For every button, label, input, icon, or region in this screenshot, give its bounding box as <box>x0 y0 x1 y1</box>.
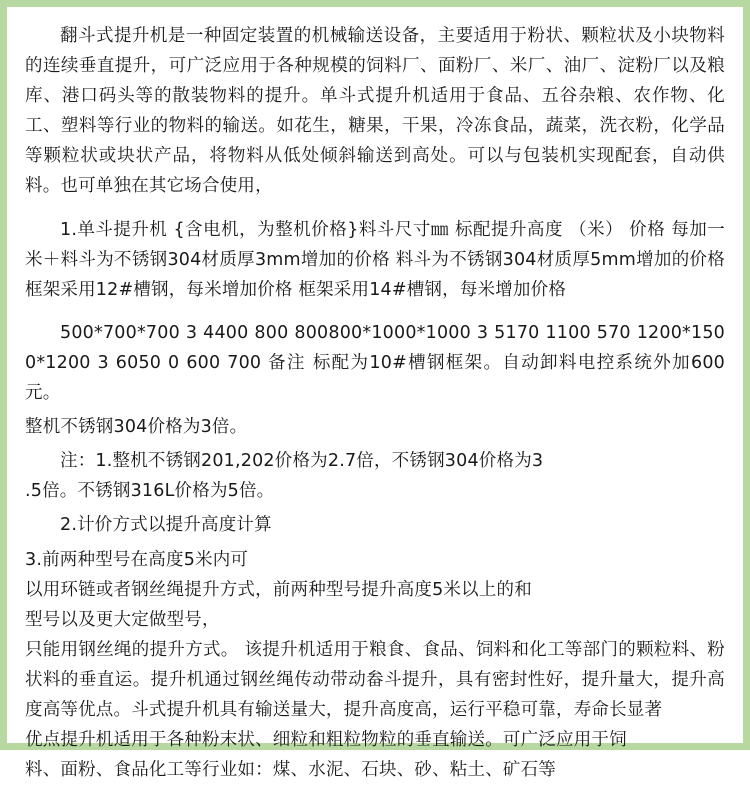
paragraph-spec-header: 1.单斗提升机 {含电机，为整机价格}料斗尺寸㎜ 标配提升高度 （米） 价格 每加一米＋料斗为不锈钢304材质厚3mm增加的价格 料斗为不锈钢304材质厚5mm增加的价格 框架采用12#槽钢，每米增加价格 框架采用14#槽钢，每米增加价格 <box>25 219 725 300</box>
document-body <box>7 7 743 791</box>
paragraph-note-1b: .5倍。不锈钢316L价格为5倍。 <box>25 481 275 502</box>
paragraph-note-4: 以用环链或者钢丝绳提升方式，前两种型号提升高度5米以上的和 <box>25 579 532 600</box>
paragraph-intro: 翻斗式提升机是一种固定装置的机械输送设备，主要适用于粉状、颗粒状及小块物料的连续垂直提升，可广泛应用于各种规模的饲料厂、面粉厂、米厂、油厂、淀粉厂以及粮库、港口码头等的散装物料的提升。单斗式提升机适用于食品、五谷杂粮、农作物、化工、塑料等行业的物料的输送。如花生，糖果，干果，冷冻食品，蔬菜，洗衣粉，化学品等颗粒状或块状产品，将物料从低处倾斜输送到高处。可以与包装机实现配套，自动供料。也可单独在其它场合使用， <box>25 26 725 197</box>
paragraph-note-1: 注：1.整机不锈钢201,202价格为2.7倍，不锈钢304价格为3 <box>60 451 544 472</box>
paragraph-note-2: 2.计价方式以提升高度计算 <box>60 515 272 536</box>
paragraph-spec-values: 500*700*700 3 4400 800 800800*1000*1000 3 5170 1100 570 1200*1500*1200 3 6050 0 600 700 备注 标配为10#槽钢框架。自动卸料电控系统外加600元。 <box>25 322 725 404</box>
paragraph-note-7: 优点提升机适用于各种粉末状、细粒和粗粒物粒的垂直输送。可广泛应用于饲 <box>25 730 627 751</box>
paragraph-note-3: 3.前两种型号在高度5米内可 <box>25 549 249 570</box>
paragraph-note-6: 只能用钢丝绳的提升方式。 该提升机适用于粮食、食品、饲料和化工等部门的颗粒料、粉状料的垂直运。提升机通过钢丝绳传动带动畚斗提升，具有密封性好，提升量大，提升高度高等优点。斗式提升机具有输送量大，提升高度高，运行平稳可靠，寿命长显著 <box>25 639 725 720</box>
paragraph-stainless-note: 整机不锈钢304价格为3倍。 <box>25 417 248 438</box>
spacer <box>25 305 725 318</box>
spacer <box>25 202 725 215</box>
paragraph-note-8: 料、面粉、食品化工等行业如：煤、水泥、石块、砂、粘土、矿石等 <box>25 760 556 781</box>
paragraph-note-5: 型号以及更大定做型号， <box>25 609 220 630</box>
